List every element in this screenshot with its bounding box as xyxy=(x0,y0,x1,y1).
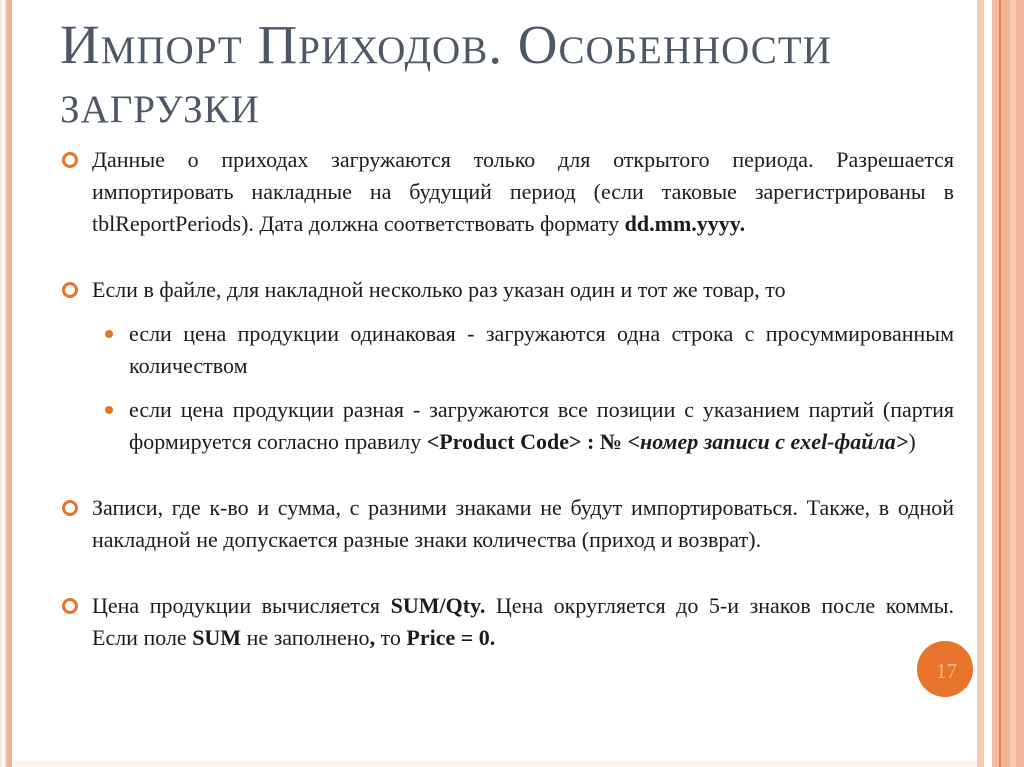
bullet-item xyxy=(60,590,954,654)
bullet-item xyxy=(60,274,954,306)
slide-title xyxy=(60,16,954,134)
bullet-dot-icon xyxy=(105,406,113,414)
left-accent-stripe xyxy=(0,0,13,767)
right-accent-stripe xyxy=(977,0,1024,767)
sub-bullet-item xyxy=(105,318,954,382)
sub-bullet-item xyxy=(105,394,954,458)
bullet-circle-icon xyxy=(62,152,78,168)
slide-content xyxy=(60,16,954,654)
bullet-item xyxy=(60,144,954,240)
bullet-text: Если в файле, для накладной несколько раз указан один и тот же товар, то xyxy=(92,276,786,302)
bullet-text: Данные о приходах загружаются только для открытого периода. Разрешается импортировать накладные на будущий период (если таковые зарегистрированы в tblReportPeriods). Дата должна соответствовать формату dd.mm.yyyy. xyxy=(92,146,954,236)
bullet-text: если цена продукции одинаковая - загружаются одна строка с просуммированным количеством xyxy=(129,320,954,378)
slide-title-line1: Импорт Приходов. Особенности xyxy=(60,14,832,75)
bullet-circle-icon xyxy=(62,282,78,298)
bottom-accent-strip xyxy=(13,761,977,767)
bullet-dot-icon xyxy=(105,330,113,338)
bullet-text: Цена продукции вычисляется SUM/Qty. Цена округляется до 5-и знаков после коммы. Если поле SUM не заполнено, то Price = 0. xyxy=(92,592,954,650)
bullet-text: Записи, где к-во и сумма, с разними знаками не будут импортироваться. Также, в одной накладной не допускается разные знаки количества (приход и возврат). xyxy=(92,494,954,552)
bullet-circle-icon xyxy=(62,500,78,516)
bullet-list xyxy=(60,144,954,654)
bullet-circle-icon xyxy=(62,598,78,614)
bullet-item xyxy=(60,492,954,556)
page-number: 17 xyxy=(936,658,957,683)
bullet-text: если цена продукции разная - загружаются все позиции с указанием партий (партия формируется согласно правилу <Product Code> : № <номер записи с exel-файла>) xyxy=(129,396,954,454)
slide-title-line2: загрузки xyxy=(60,72,260,134)
